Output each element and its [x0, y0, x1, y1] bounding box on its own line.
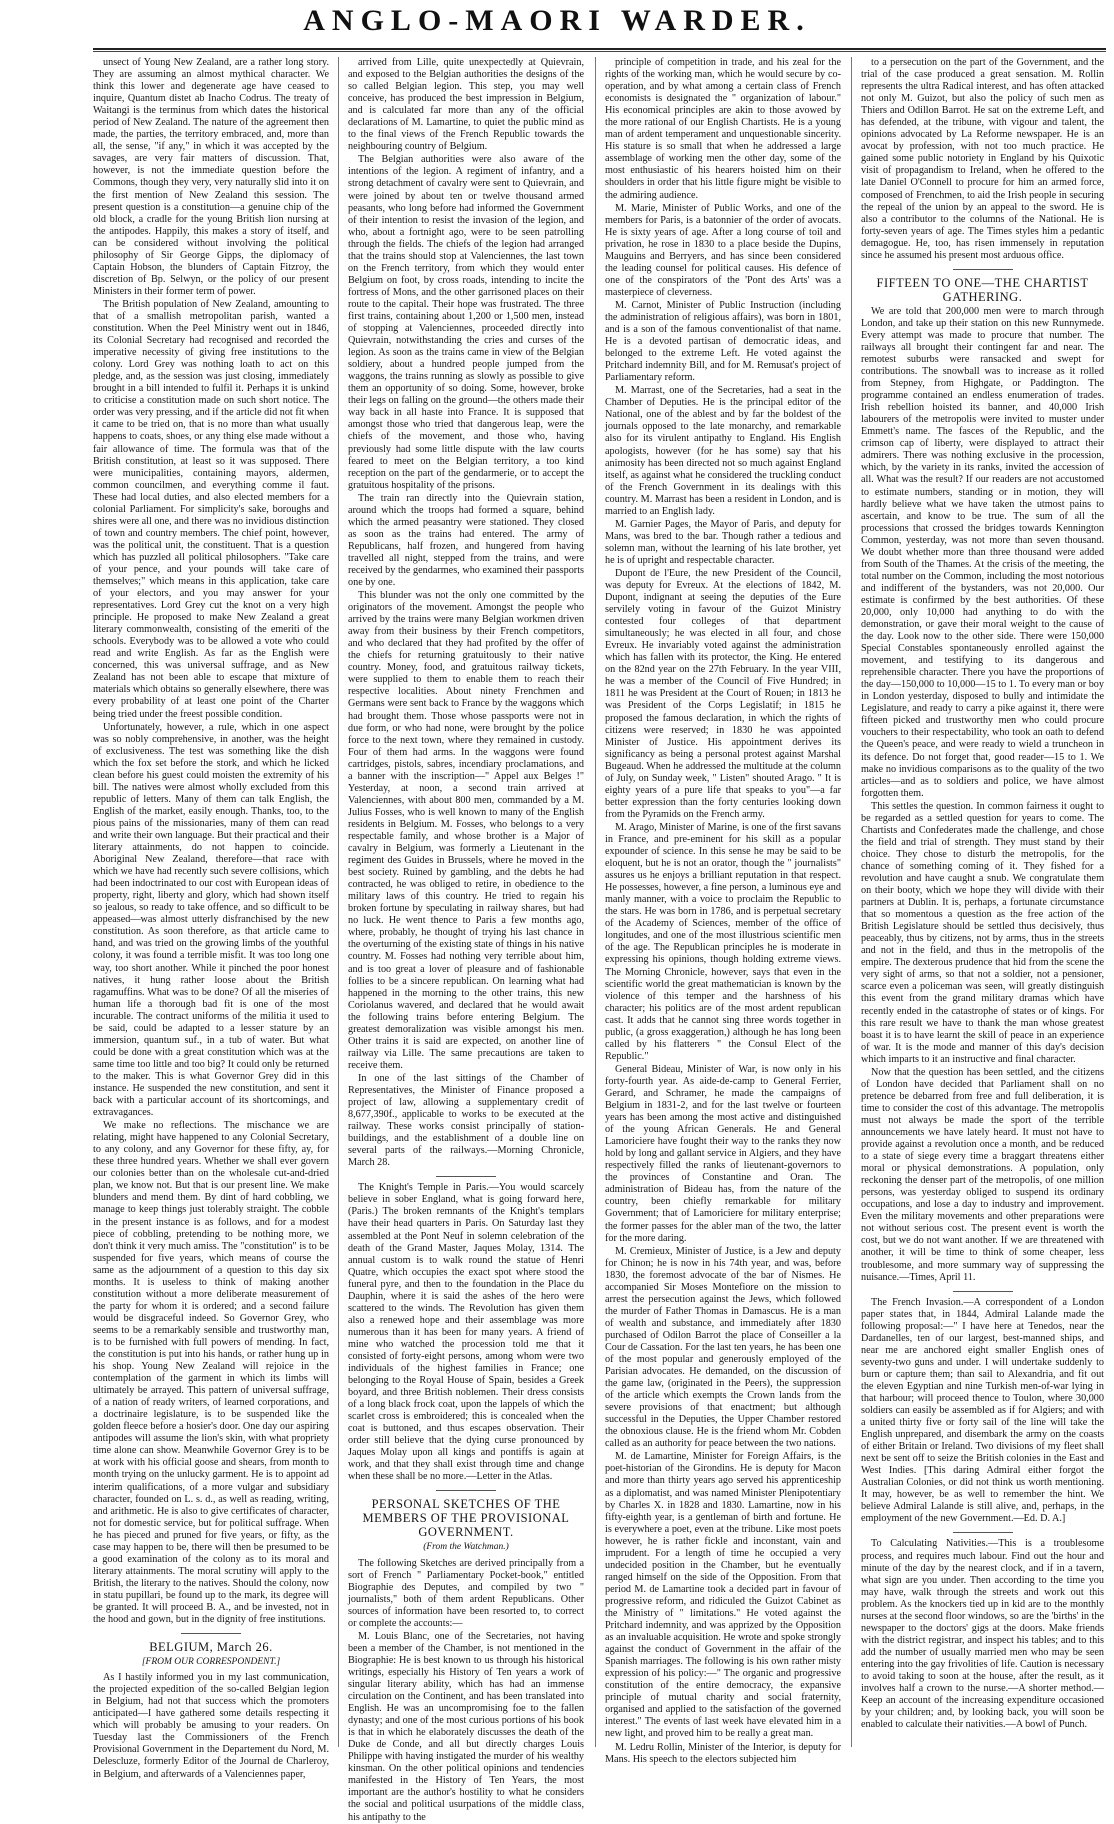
article-separator [181, 1633, 241, 1634]
article-paragraph: unsect of Young New Zealand, are a rather long story. They are assuming an almost mythical character. We think this lower and degenerate age have ceased to inquire, Quantum distet ab Inacho Codrus. The treaty of Waitangi is the terminus from which dates the historical period of New Zealand. The nature of the agreement then made, the parties, the territory embraced, and, more than all, the sense, "if any," in which it was accepted by the savages, are very fair matters of discussion. That, however, is not the immediate question before the Commons, though they very, very naturally slid into it on the first mention of New Zealand this session. The present question is a constitution—a genuine chip of the old block, a cradle for the young British lion nursing at the antipodes. Happily, this makes a story of itself, and can be considered without involving the political philosophy of Sir George Gipps, the diplomacy of Captain Hobson, the blunders of Captain Fitzroy, the discretion of Bp. Selwyn, or the policy of our present Ministers in their former term of power. [93, 57, 329, 297]
masthead-rule [93, 48, 1106, 50]
article-separator [436, 1176, 496, 1177]
article-separator [953, 1532, 1013, 1533]
article-paragraph: M. Ledru Rollin, Minister of the Interior, is deputy for Mans. His speech to the electors subjected him [605, 1741, 841, 1765]
article-paragraph: The French Invasion.—A correspondent of a London paper states that, in 1844, Admiral Lalande made the following proposal:—" I have here at Tenedos, near the Dardanelles, ten of our largest, best-manned ships, and near me are anchored eight smaller English ones of seventy-two guns and under. I will undertake suddenly to burn or capture them; than sail to Alexandria, and fit out the eleven Egyptian and nine Turkish men-of-war lying in that harbour; will proceed thence to Toulon, where 30,000 soldiers can easily be assembled as if for Algiers; and with a united thirty five or forty sail of the line will take the English unprepared, and disembark the army on the coasts of either Britain or Ireland. Two divisions of my fleet shall next be sent off to seize the British colonies in the East and West Indies. [This daring Admiral either forgot the Australian Colonies, or did not think us worth mentioning. It may, however, be as well to remember the hint. We believe Admiral Lalande is still alive, and, perhaps, in the employment of the new Government.—Ed. D. A.] [861, 1296, 1104, 1525]
article-paragraph: This blunder was not the only one committed by the originators of the movement. Amongst the people who arrived by the trains were many Belgian workmen driven away from their business by their French competitors, and who declared that they had profited by the offer of the chiefs for returning gratuitously to their native country. Money, food, and gratuitous railway tickets, were supplied to them to enable them to reach their respective localities. About ninety Frenchmen and Germans were sent back to France by the waggons which had brought them. Those whose passports were not in due form, or who had none, were brought by the police force to the next town, where they remained in custody. Four of them had arms. In the waggons were found cartridges, pistols, sabres, incendiary proclamations, and a banner with the inscription—" Appel aux Belges !" Yesterday, at noon, a second train arrived at Valenciennes, with about 800 men, commanded by a M. Julius Fosses, who is well known to many of the English residents in Belgium. M. Fosses, who belongs to a very respectable family, and whose brother is a Major of cavalry in Belgium, was formerly a Lieutenant in the regiment des Guides in Brussels, where he moved in the best society. Ruined by gambling, and the debts he had contracted, he was obliged to retire, in obedience to the military laws of this country. He tried to regain his broken fortune by speculating in railway shares, but had no luck. He went thence to Paris a few months ago, where, probably, he thought of trying his last chance in the overturning of the existing state of things in his native country. M. Fosses had nothing very terrible about him, and is too great a lover of pleasure and of fashionable follies to be a sincere republican. On learning what had happened in the morning to the other trains, this new Coriolanus wavered, and declared that he would await the following trains before entering Belgium. The greatest demoralization was visible amongst his men. Other trains it is said are expected, on another line of railway via Lille. The same precautions are taken to receive them. [348, 590, 584, 1071]
column-2 [348, 57, 584, 1823]
article-byline: [FROM OUR CORRESPONDENT.] [141, 1657, 281, 1668]
article-headline: FIFTEEN TO ONE—THE CHARTIST GATHERING. [876, 275, 1089, 304]
article-paragraph: M. Marie, Minister of Public Works, and one of the members for Paris, is a batonnier of the order of avocats. He is sixty years of age. After a long course of toil and privation, he rose in 1830 to a place beside the Dupins, Mauguins and Berryers, and has since been considered the leading counsel for political causes. His defence of one of the conspirators of the 'Pont des Arts' was a masterpiece of cleverness. [605, 202, 841, 298]
article-paragraph: M. Arago, Minister of Marine, is one of the first savans in France, and pre-eminent for his skill as a popular expounder of science. In this sense he may be said to be eloquent, but he is not an orator, though the " journalists" assures us he enjoys a brilliant reputation in that respect. He possesses, however, a fine person, a luminous eye and manly manner, with a voice to proclaim the Republic to the stars. He was born in 1786, and is perpetual secretary of the Academy of Sciences, member of the office of longitudes, and one of the most illustrious scientific men of the age. The Republican principles he is moderate in expressing his opinions, though holding extreme views. The Morning Chronicle, however, says that even in the scientific world the great mathematician is known by the violence of this temper and the harshness of his character; his politics are of the most ardent republican cast. It adds that he cannot sing three words together in public, (a gross exaggeration,) although he has long been called by his flatterers " the Consul Elect of the Republic." [605, 821, 841, 1062]
article-paragraph: The Belgian authorities were also aware of the intentions of the legion. A regiment of infantry, and a strong detachment of cavalry were sent to Quievrain, and were joined by about ten or twelve thousand armed peasants, who long before had informed the Government of their intention to resist the invasion of the legion, and who, about a fortnight ago, were to be seen patrolling through the fields. The chiefs of the legion had arranged that the trains should stop at Valenciennes, the last town on the French territory, from which they would enter Belgium on foot, by cross roads, intending to incite the fortress of Mons, and the other garrisoned places on their route to the capital. Their hope was frustrated. The three first trains, containing about 1,200 or 1,500 men, instead of stopping at Valenciennes, proceeded directly into Quievrain, notwithstanding the cries and curses of the legion. As soon as the trains came in view of the Belgian soldiery, about a hundred people jumped from the waggons, the trains running as slowly as possible to give them an opportunity of so doing. Some, however, broke their legs on falling on the ground—the others made their way back in all haste into France. It is supposed that amongst those who tried that dangerous leap, were the chiefs of the movement, and those who, having previously had some little dispute with the law courts feared to meet on the Belgian territory, a too kind reception on the part of the gendarmerie, or to accept the gratuitous hospitality of the prisons. [348, 154, 584, 491]
article-paragraph: To Calculating Nativities.—This is a troublesome process, and requires much labour. Find out the hour and minute of the day by the nearest clock, and if in a tavern, what sign are you under. Then according to the time you may have, walk through the streets and work out this problem. As the knockers tied up in kid are to the monthly nurses at the second floor windows, so are the 'births' in the newspaper to the doctors' gigs at the doors. Make friends with the district registrar, and inspect his tables; and to this add the number of usually married men who may be seen entering into the gay frivolities of life. Caution is necessary to avoid taking to soon at the house, after the result, as it involves half a crown to the nurse.—A shorter method.—Keep an account of the increasing expenditure occasioned by your children; and, by looking back, you will soon be enabled to calculate their nativities.—A bowl of Punch. [861, 1538, 1104, 1731]
article-paragraph: M. Louis Blanc, one of the Secretaries, not having been a member of the Chamber, is not mentioned in the Biographie: He is best known to us through his historical writings, especially his History of Ten years a work of singular literary ability, which has had an immense circulation on the Continent, and has been translated into English. He was an uncompromising foe to the fallen dynasty; and one of the most curious portions of his book is that in which he elaborately discusses the death of the Duke de Conde, and all but directly charges Louis Philippe with having instigated the murder of his wealthy kinsman. On the other political opinions and tendencies manifested in the History of Ten Years, the most important are the author's hostility to what he considers the social and political usurpations of the middle class, his antipathy to the [348, 1630, 584, 1823]
article-paragraph: Unfortunately, however, a rule, which in one aspect was so nobly comprehensive, in another, was the height of exclusiveness. The test was something like the dish which the fox set before the stork, and which he licked clean before his guest could moisten the extremity of his bill. The natives were almost wholly excluded from this republic of letters. Many of them can talk English, the English of the market, easily enough. Thanks, too, to the pious pains of the missionaries, many of them can read and write their own language. But their practical and their literary attainments, do not happen to coincide. Aboriginal New Zealand, therefore—that race with which we have had recently such severe collisions, which had been indoctrinated to our cost with European ideas of property, right, liberty and glory, which had shown itself so jealous, so ready to take offence, and so difficult to be appeased—was almost utterly disfranchised by the new constitution. As soon therefore, as that article came to hand, and was tried on the growing limbs of the youthful colony, it was found a terrible misfit. It was too long one way, too short another. While it pinched the poor honest natives, it hung rather loose about the British ragamuffins. What was to be done? Of all the miseries of human life a thorough bad fit is one of the most incurable. The contract uniforms of the militia it used to be said, could be adapted to a lesser stature by an immersion, quantum suf., in a tub of water. But what could be done with a great constitution which was at the same time too little and too big? It could only be returned to the maker. This is what Governor Grey did in this instance. He suspended the new constitution, and sent it back with a particular account of its shortcomings, and extravagances. [93, 721, 329, 1119]
article-paragraph: M. Carnot, Minister of Public Instruction (including the administration of religious affairs), was born in 1801, and is a son of the famous conventionalist of that name. He is a devoted partisan of democratic ideas, and belonged to the extreme Left. He voted against the Pritchard indemnity Bill, and for M. Remusat's project of Parliamentary reform. [605, 299, 841, 384]
article-paragraph: Now that the question has been settled, and the citizens of London have decided that Parliament shall on no pretence be debarred from free and full deliberation, it is time to consider the cost of this advantage. The metropolis must not always be made the sport of the terrible announcements we have lately heard. It must not have to provide against a revolution once a month, and be reduced to a state of siege every time a braggart threatens either moral or physical demonstrations. A population, only reckoning the denser part of the metropolis, of one million persons, was yesterday obliged to suspend its ordinary occupations, and lose a day to industry and improvement. Even the military movements and other preparations were not without serious cost. The present event is worth the cost, but we do not want another. If we are threatened with another, it will be time to think of some cheaper, less troublesome, and more summary way of suppressing the nuisance.—Times, April 11. [861, 1066, 1104, 1283]
masthead-rule-thin [93, 51, 1106, 52]
column-divider [338, 57, 339, 1747]
article-separator [953, 269, 1013, 270]
article-paragraph: arrived from Lille, quite unexpectedly at Quievrain, and exposed to the Belgian authorities the designs of the so called Belgian legion. This step, you may well conceive, has produced the best impression in Belgium, and is calculated far more than any of the official declarations of M. Lamartine, to quiet the public mind as to the final views of the French Republic towards the neighbouring country of Belgium. [348, 57, 584, 153]
column-1 [93, 57, 329, 1780]
article-headline: PERSONAL SKETCHES OF THE MEMBERS OF THE PROVISIONAL GOVERNMENT. [362, 1497, 570, 1540]
article-paragraph: General Bideau, Minister of War, is now only in his forty-fourth year. As aide-de-camp to General Ferrier, Gerard, and Schramer, he made the campaigns of Belgium in 1831-2, and for the last twelve or fourteen years has been among the most active and distinguished of the young African Generals. He and General Lamoriciere have fought their way to the ranks they now hold by long and gallant service in Algiers, and they have respectively filled the ranks of lieutenant-governors to the provinces of Constantine and Oran. The administration of Bideau has, from the nature of the country, been chiefly remarkable for military Government; that of Lamoriciere for military enterprise; the former passes for the abler man of the two, the latter for the more daring. [605, 1063, 841, 1244]
article-separator [436, 1490, 496, 1491]
article-headline: BELGIUM, March 26. [149, 1640, 273, 1655]
article-paragraph: The British population of New Zealand, amounting to that of a smallish metropolitan parish, wanted a constitution. When the Peel Ministry went out in 1846, its Colonial Secretary had recognised and recorded the imperative necessity of giving free institutions to the colony. Lord Grey was nothing loath to act on this pledge, and, as the session was just closing, immediately brought in a bill intended to fulfil it. Perhaps it is unkind to criticise a constitution made on such short notice. The order was very pressing, and if the article did not fit when it came to be tried on, that is no more than what usually happens to coats, shoes, or any thing else made without a fair allowance of time. The formula was that of the British constitution, at least so it was supposed. There were municipalities, containing mayors, aldermen, common councilmen, and everything comme il faut. These had local duties, and also elected members for a colonial Parliament. For simplicity's sake, boroughs and shires were all one, and there was no invidious distinction of town and country members. The chief point, however, was the political unit, the constituent. That is a question which has puzzled all political philosophers. "Take care of your pence, and your pounds will take care of themselves;" which means in this application, take care of your electors, and you may answer for your representatives. Lord Grey cut the knot on a very high principle. He proposed to make New Zealand a great literary commonwealth, consisting of the emeriti of the schools. Everybody was to be allowed a vote who could read and write English. As far as the English were concerned, this was universal suffrage, and as New Zealand has not been able to escape that mixture of materials which obtains so generally elsewhere, there was every probability of at least one point of the Charter being tried under the freest possible condition. [93, 298, 329, 720]
article-paragraph: to a persecution on the part of the Government, and the trial of the case produced a great sensation. M. Rollin represents the ultra Radical interest, and has often attacked not only M. Guizot, but also the policy of such men as Thiers and Odillon Barrot. He sat on the extreme Left, and has defended, at the tribune, with vigour and talent, the opinions advocated by La Reforme newspaper. He is an avocat by profession, with not too much practice. He gained some public notoriety in England by his Quixotic visit of propagandism to Ireland, when he offered to the late Daniel O'Connell to procure for him an armed force, composed of Frenchmen, to aid the Irish people in securing the repeal of the union by an appeal to the sword. He is also a contributor to the columns of the National. He is forty-seven years of age. The Times styles him a pedantic demagogue. He, too, has risen immensely in reputation since he assumed his present most arduous office. [861, 57, 1104, 261]
article-byline: (From the Watchman.) [423, 1542, 509, 1553]
article-paragraph: We make no reflections. The mischance we are relating, might have happened to any Colonial Secretary, to any colony, and any Governor for these fifty, ay, for these three hundred years. Whether we shall ever govern our colonies better than on the wholesale cut-and-dried plan, we know not. But that is our present line. We make blunders and mend them. By dint of hard cobbling, we manage to keep things just tolerably straight. The cobble in the present instance is as follows, and for a modest piece of cobbling, pretending to be nothing more, we don't think it very much amiss. The "constitution" is to be suspended for five years, which means of course the same as the adjournment of a question to this day six months. It is useless to think of making another constitution without a more deliberate measurement of the party for whom it is ordered; and a second failure would be disgraceful indeed. So Governor Grey, who seems to be a remarkably sensible and trustworthy man, is to be furnished with full powers of mending. In fact, the constitution is put into his hands, or rather hung up in his shop. Young New Zealand will rejoice in the contemplation of the garment in which its limbs will ultimately be arrayed. This pattern of universal suffrage, of a nation of ready writers, of learned corporations, and a doctrinaire legislature, is to be suspended like the golden fleece before a hosier's door. One day our aspiring antipodes will assume the lion's skin, with what propriety time alone can show. Meanwhile Governor Grey is to be at work with his official goose and shears, from month to month trying on the unlucky garment. He is to appoint ad interim qualifications, of a more vulgar and subsidiary character, founded on L. s. d., as well as reading, writing, and arithmetic. He is also to give certificates of character, not for domestic service, but for political suffrage. When he has pieced and pruned for five years, or fifty, as the case may happen to be, there will then be presumed to be a good examination of the colony as to its moral and literary attainments. The moral scrutiny will apply to the British, the literary to the natives. Should the colony, now in statu pupillari, be found up to the mark, its degree will be granted. It will proceed B. A., and be invested, not in the hood and gown, but in the dignity of free institutions. [93, 1120, 329, 1626]
article-paragraph: M. de Lamartine, Minister for Foreign Affairs, is the poet-historian of the Girondins. He is deputy for Macon and more than thirty years ago served his apprenticeship as a diplomatist, and was named Minister Plenipotentiary by Charles X. in 1828 and 1830. Lamartine, now in his fifty-eighth year, is a gentleman of birth and fortune. He is everywhere a poet, even at the tribune. Like most poets however, he is rather fickle and inconstant, vain and imprudent. For a length of time he occupied a very undecided position in the Chamber, but he eventually ranged himself on the side of the Opposition. From that period M. de Lamartine took a decided part in favour of progressive reform, and ridiculed the Guizot Cabinet as the Ministry of " limitations." He voted against the Pritchard indemnity, and was apprized by the Opposition as an invaluable acquisition. He wrote and spoke strongly against the conduct of Government in the affair of the Spanish marriages. The following is his own rather misty expression of his policy:—" The organic and progressive constitution of the entire democracy, the expansive principle of mutual charity and social fraternity, organised and applied to the satisfaction of the governed interest." The events of last week have elevated him in a new light, and proved him to be really a great man. [605, 1451, 841, 1740]
article-paragraph: In one of the last sittings of the Chamber of Representatives, the Minister of Finance proposed a project of law, allowing a supplementary credit of 8,677,390f., applicable to works to be executed at the railway. These works consist principally of station-buildings, and the establishment of a double line on several parts of the railways.—Morning Chronicle, March 28. [348, 1072, 584, 1169]
article-paragraph: The train ran directly into the Quievrain station, around which the troops had formed a square, behind which the armed peasantry were stationed. They closed as soon as the trains had entered. The army of Republicans, half frozen, and hungered from having travelled all night, stepped from the trains, and were received by the gendarmes, who examined their passports one by one. [348, 492, 584, 589]
article-paragraph: M. Marrast, one of the Secretaries, had a seat in the Chamber of Deputies. He is the principal editor of the National, one of the ablest and by far the boldest of the journals opposed to the late monarchy, and remarkable also for its virulent antipathy to England. His English apologists, however (for he has some) say that his animosity has been directed not so much against England itself, as against what he considered the truckling conduct of the French Government in its dealings with this country. M. Marrast has been a resident in London, and is married to an English lady. [605, 385, 841, 517]
article-paragraph: principle of competition in trade, and his zeal for the rights of the working man, which he would secure by co-operation, and by what among a certain class of French economists is designated the " organization of labour." His economical principles are akin to those avowed by the more rational of our English Chartists. He is a young man of ardent temperament and unquestionable sincerity. His stature is so small that when he addressed a large assemblage of working men the other day, some of the most enthusiastic of his hearers hoisted him on their shoulders in order that his little figure might be visible to the admiring audience. [605, 57, 841, 201]
article-paragraph: M. Garnier Pages, the Mayor of Paris, and deputy for Mans, was bred to the bar. Though rather a tedious and solemn man, without the learning of his late brother, yet he is of upright and respectable character. [605, 518, 841, 566]
article-paragraph: M. Cremieux, Minister of Justice, is a Jew and deputy for Chinon; he is now in his 74th year, and was, before 1830, the foremost advocate of the bar of Nismes. He accompanied Sir Moses Montefiore on the mission to arrest the persecution against the Jews, which followed the murder of Father Thomas in Damascus. He is a man of wealth and substance, and immediately after 1830 purchased of Odilon Barrot the place of Conseiller a la Cour de Cassation. For the last ten years, he has been one of the most popular and generously employed of the Parisian advocates. He demanded, on the discussion of the game law, (originated in the Peers), the suppression of the article which exempts the Crown lands from the severe provisions of that enactment; but although successful in the Deputies, the Upper Chamber restored the obnoxious clause. He is the friend whom Mr. Cobden called as an authority for peace between the two nations. [605, 1245, 841, 1450]
article-paragraph: We are told that 200,000 men were to march through London, and take up their station on this new Runnymede. Every attempt was made to procure that number. The railways all brought their contingent far and near. The remotest suburbs were ransacked and swept for contributions. The snowball was to increase as it rolled from Stepney, from Highgate, or Paddington. The programme contained an endless enumeration of trades. Irish rebellion hoisted its banner, and 40,000 Irish labourers of the metropolis were invited to muster under Emmett's name. The fasces of the Republic, and the crimson cap of liberty, were displayed to attract their admirers. There was nothing exclusive in the procession, which, by the variety in its ranks, invited the accession of all. What was the result? If our readers are not accustomed to estimate numbers, standing or in motion, they will hardly believe what we have taken the utmost pains to ascertain, and know to be true. The sum of all the processions that crossed the bridges towards Kennington Common, yesterday, was not more than seven thousand. We doubt whether more than three thousand were added from South of the Thames. At the crisis of the meeting, the total number on the Common, including the most notorious and indifferent of the bystanders, was not 20,000. Our estimate is confirmed by the best authorities. Of these 20,000, only 10,000 had anything to do with the demonstration, or gave their moral weight to the cause of the day. Look now to the other side. There were 150,000 Special Constables spontaneously enrolled against the movement, and testifying to its dangerous and reprehensible character. There you have the proportions of the day—150,000 to 10,000—15 to 1. To every man or boy in London yesterday, disposed to bully and intimidate the Legislature, and ready to carry a pike against it, there were fifteen picked and trustworthy men who could procure vouchers to their respectability, who took an oath to defend the Queen's peace, and were ready to wield a truncheon in its defence. Do not forget that, good reader—15 to 1. We make no invidious comparisons as to the quality of the two articles—and as to soldiers and police, we have almost forgotten them. [861, 305, 1104, 799]
article-paragraph: The Knight's Temple in Paris.—You would scarcely believe in sober England, what is going forward here, (Paris.) The broken remnants of the Knight's templars have their head quarters in Paris. On Saturday last they assembled at the Pont Neuf in solemn celebration of the death of the Grand Master, Jaques Molay, 1314. The annual custom is to walk round the statue of Henri Quatre, which occupies the exact spot where stood the funeral pyre, and then to the foundation in the Place du Dauphin, where it is said the ashes of the hero were scattered to the winds. The Revolution has given them also a renewed hope and their assemblage was more numerous than it has been for many years. A friend of mine who watched the procession told me that it consisted of forty-eight persons, among whom were two individuals of the highest families in France; one belonging to the Royal House of Spain, besides a Greek boyard, and three British noblemen. Their dress consists of a long black frock coat, upon the lappels of which the scarlet cross is embroidered; this is concealed when the coat is buttoned, and thus escapes observation. Their order still believe that the dying curse pronounced by Jaques Molay upon all kings and pontiffs is again at work, and that they shall exist through time and change when these shall be no more.—Letter in the Atlas. [348, 1182, 584, 1483]
article-separator [953, 1291, 1013, 1292]
column-4 [861, 57, 1104, 1747]
article-paragraph: As I hastily informed you in my last communication, the projected expedition of the so-called Belgian legion in Belgium, had not that success which the promoters anticipated—I have gathered some details respecting it which will probably be amusing to your readers. On Tuesday last the Commissioners of the French Provisional Government in the Departement du Nord, M. Delescluze, formerly Editor of the Journal de Charleroy, in Belgium, and afterwards of a Valenciennes paper, [93, 1672, 329, 1780]
newspaper-title: ANGLO-MAORI WARDER. [303, 4, 811, 37]
masthead [0, 0, 1114, 42]
column-divider [851, 57, 852, 1747]
column-divider [595, 57, 596, 1747]
article-paragraph: This settles the question. In common fairness it ought to be regarded as a settled question for years to come. The Chartists and Confederates made the challenge, and chose the field and trial of strength. They must stand by their choice. They chose to disturb the metropolis, for the chance of something coming of it. They fished for a revolution and have caught a snub. We congratulate them on their booty, which we hope they will divide with their partners at Dublin. It is, perhaps, a fortunate circumstance that so momentous a question as the free action of the British Legislature should be settled thus decisively, thus peaceably, thus by citizens, not by arms, thus in the streets and not in the field, and thus in the metropolis of the empire. The dexterous prudence that hid from the scene the very sight of arms, so that not a soldier, not a pensioner, scarce even a policeman was seen, will greatly distinguish this event from the grand military dramas which have recently ended in the catastrophe of states or of kings. For this rare result we have to thank the man whose greatest boast it is to have learnt the skill of peace in an experience of war. It is the mode and manner of this day's decision which imparts to it an instructive and final character. [861, 800, 1104, 1065]
column-3 [605, 57, 841, 1765]
article-paragraph: The following Sketches are derived principally from a sort of French " Parliamentary Pocket-book," entitled Biographie des Deputes, and compiled by two " journalists," both of them ardent Republicans. Other sources of information have been resorted to, to correct or complete the accounts:— [348, 1557, 584, 1629]
article-paragraph: Dupont de l'Eure, the new President of the Council, was deputy for Evreux. At the elections of 1842, M. Dupont, indignant at seeing the deputies of the Eure servilely voting in favour of the Guizot Ministry contested four colleges of that department simultaneously; he was elected in all four, and chose Evreux. He invariably voted against the administration which has fallen with its protector, the King. He entered on the 82nd year on the 27th February. In the year VIII, he was a member of the Council of Five Hundred; in 1811 he was President at the Court of Rouen; in 1813 he was President of the Corps Legislatif; in 1815 he proposed the famous declaration, in which the rights of citizens were reserved; in 1830 he was appointed Minister of Justice. His appointment derives its significancy as being a personal protest against Marshal Bugeaud. When he addressed the multitude at the column of July, on Sunday week, " Listen" shouted Arago. " It is eighty years of a pure life that speaks to you"—a far better expression than the forty centuries looking down from the Pyramids on the French army. [605, 567, 841, 820]
